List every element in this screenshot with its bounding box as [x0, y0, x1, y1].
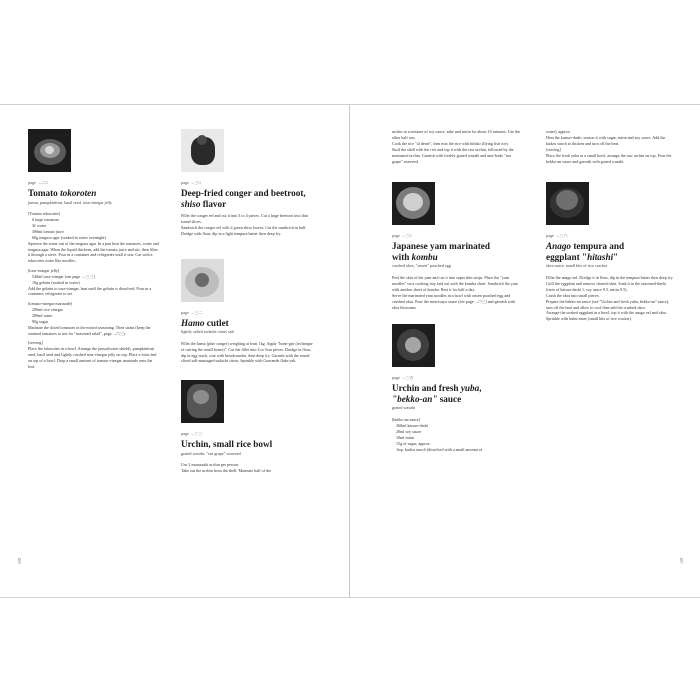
recipe-urchin-rice-bowl: [181, 431, 313, 474]
ingredient: 200ml water: [32, 312, 53, 318]
recipe-title: [181, 318, 313, 329]
title-part: eggplant ": [546, 251, 588, 262]
paragraph: Serve the marinated yam noodles in a bowl with onsen poached egg and crushed okra. Pour the men-tsuyu sauce (see page →□三) and garnish with okra blossoms.: [392, 292, 515, 310]
gutter-line: [349, 105, 350, 597]
recipe-subtitle: okra sauce, small bits of rice cracker: [546, 263, 608, 269]
ingredient: 20ml soy sauce: [396, 428, 422, 434]
recipe-tomato-tokoroten: [28, 180, 160, 370]
recipe-body: [181, 341, 313, 365]
text-line: [tomato-vinegar marinade]: [28, 300, 72, 306]
paragraph: Arrange the soaked eggplant in a bowl, top it with the anago eel and okra. Sprinkle with bubu-arare (small bits of rice cracker).: [546, 310, 667, 322]
paragraph: Fillet the anago eel. Dredge it in flour, dip in the tempura batter then deep fry.: [546, 275, 674, 281]
photo-anago-tempura: [546, 182, 589, 225]
text-line: [Tomato tokoroten]: [28, 211, 60, 217]
title-part: cutlet: [204, 317, 229, 328]
recipe-body: [392, 417, 522, 452]
recipe-hamo-cutlet: [181, 310, 313, 365]
paragraph: Fillet the hamo (pike conger) weighing at least 1kg. Apply "hone-giri (technique of cutting the small bones)". Cut the fillet into 4 to 5cm pieces. Dredge in flour, dip in egg wash, coat with breadcrumbs, then deep fry. Garnish with the round sliced salt-massaged sudachi citrus. Sprinkle with Guerande flake salt.: [181, 340, 313, 364]
paragraph: Place the tokoroten in a bowl. Arrange the junsai(water shield), pumpkinfruit seed, basil seed and lightly crushed tosa-vinegar jelly on top. Place a lotus leaf on top of a bowl. Drop a small amount of tomato-vinegar marinade onto the leaf.: [28, 345, 157, 369]
recipe-subtitle: grated wasabi: [392, 405, 416, 411]
paragraph: Squeeze the water out of the tengusa agar. In a pan heat the tomatoes, water and tengusa agar. When the liquid thickens, add the tomato juice and stir, then filter it through a sieve. Pour in a container and refrigerate until it sets. Cut with a tokoroten cutter like noodles.: [28, 240, 159, 264]
title-part: Urchin, small rice bowl: [181, 439, 273, 450]
paragraph: Heat the katsuo-dashi, season it with sugar, mirin and soy sauce. Add the kudzu starch to thicken and turn off the heat.: [546, 134, 666, 146]
paragraph: Crush the okra into small pieces.: [546, 292, 600, 298]
text-line: [serving]: [546, 146, 561, 152]
book-spread: [0, 104, 700, 598]
paragraph: Cook the rice "al dente", then mix the rice with hibiko (flying fish roe).: [392, 140, 509, 146]
recipe-yam-kombu: [392, 233, 522, 310]
ingredient: 300ml tomato juice: [32, 228, 64, 234]
right-folio: 187: [679, 557, 684, 564]
title-part-italic: shiso: [181, 198, 201, 209]
title-part: Tomato: [28, 188, 61, 198]
ingredient: 10g gelatin (soaked in water): [32, 279, 80, 285]
paragraph: Peel the skin of the yam and cut it into super thin strips. Place the "yam noodles" on a cooking tray laid out with the kombu sheet. Sandwich the yam with another sheet of kombu. Rest it for half a day.: [392, 275, 518, 292]
recipe-body: [181, 462, 313, 474]
title-part-italic: kombu: [411, 251, 438, 262]
title-part: Urchin and fresh: [392, 383, 461, 394]
recipe-subtitle: junsai, pumpkinfruit, basil seed, tosa-vinegar jelly: [28, 199, 112, 205]
paragraph: Add the gelatin to tosa-vinegar, heat until the gelatin is dissolved. Pour in a container, refrigerate to set.: [28, 285, 152, 297]
ingredient: 1tsp. kudzu starch (dissolved with a small amount of: [396, 446, 483, 452]
continued-text: [392, 129, 522, 164]
recipe-subtitle: lightly salted sudachi citrus salt: [181, 329, 234, 335]
recipe-title: [181, 188, 313, 209]
recipe-body: [28, 211, 160, 369]
page-ref: page →三二: [181, 309, 203, 315]
ingredient: 15g of sugar, approx.: [396, 440, 431, 446]
page-ref: page →三六: [546, 233, 568, 239]
page-ref: page →三五: [392, 375, 414, 381]
photo-urchin-yuba: [392, 324, 435, 367]
title-part-italic: Hamo: [181, 317, 205, 328]
paragraph: Take out the urchin from the shell. Marinate half of the: [181, 468, 272, 474]
text-line: [serving]: [28, 340, 43, 345]
photo-hamo-cutlet: [181, 259, 224, 302]
ingredient: 60g tengusa agar (soaked in water overnight): [32, 234, 106, 240]
title-part-italic: tokoroten: [60, 188, 97, 198]
photo-tomato-tokoroten: [28, 129, 71, 172]
column-3: [392, 129, 522, 463]
photo-conger-beetroot: [181, 129, 224, 172]
recipe-anago-tempura: [546, 233, 674, 322]
recipe-urchin-yuba: [392, 375, 522, 452]
ingredient: 360ml katsuo-dashi: [396, 422, 429, 428]
ingredient: 90g sugar: [32, 318, 49, 324]
ingredient: 3ℓ water: [32, 222, 47, 228]
recipe-body: [546, 275, 674, 322]
continued-text: [546, 129, 674, 164]
paragraph: urchin in a mixture of soy sauce, sake and mirin for about 10 minutes. Use the other half raw.: [392, 129, 521, 140]
title-part: sauce: [437, 393, 462, 404]
title-part: ": [613, 251, 619, 262]
recipe-subtitle: crushed okra, "onsen" poached egg: [392, 263, 451, 269]
column-4: [546, 129, 674, 332]
recipe-conger-beetroot: [181, 180, 313, 237]
paragraph: Fillet the conger eel and cut it into 3 to 4 pieces. Cut a large beetroot into thin round slices.: [181, 213, 309, 224]
title-part: tempura and: [571, 241, 625, 252]
ingredient: 540ml tosa-vinegar (see page →三三): [32, 273, 95, 279]
paragraph: water), approx.: [546, 129, 571, 134]
title-part-italic: "bekko-an": [392, 393, 438, 404]
paragraph: Use 2 muraszaki urchin per person.: [181, 462, 239, 468]
recipe-body: [392, 275, 522, 310]
recipe-title: [181, 439, 313, 450]
paragraph: Marinate the sliced tomatoes in the mixed seasoning. Then strain (keep the strained tomatoes to use for "seasoned salad", page →□三).: [28, 324, 151, 336]
left-folio: 186: [17, 557, 22, 564]
title-part: flavor: [200, 198, 227, 209]
ingredient: 200ml rice vinegar: [32, 306, 63, 312]
recipe-body: [181, 213, 313, 237]
title-part: Japanese yam marinated: [392, 241, 490, 252]
recipe-title: [392, 383, 522, 404]
ingredient: 6 large tomatoes: [32, 217, 59, 222]
text-line: [bekko-an sauce]: [392, 417, 421, 423]
paragraph: Prepare the bekko-an sauce (see "Urchin and fresh yuba, bekko-an" sauce), turn off the heat and allow to cool then add the crushed okra.: [546, 298, 670, 310]
paragraph: Sandwich the conger eel with 2 green shiso leaves. Cut the sandwich in half. Dredge with flour, dip in a light tempura batter then deep fry.: [181, 224, 307, 236]
page-ref: page →三□: [392, 233, 412, 239]
recipe-title: [546, 241, 674, 262]
page-ref: page →三□: [181, 180, 201, 185]
title-part-italic: hitashi: [587, 251, 614, 262]
page-ref: page →三三: [181, 431, 203, 437]
recipe-subtitle: grated wasabi, "sea grape" seaweed: [181, 450, 241, 456]
recipe-title: [392, 241, 522, 262]
paragraph: Place the fresh yuba in a small bowl, arrange the raw urchin on top. Pour the bekko-an sauce and garnish with grated wasabi.: [546, 152, 672, 164]
text-line: [tosa-vinegar jelly]: [28, 267, 60, 273]
page-ref: page →ニ□: [28, 180, 48, 185]
title-part: Deep-fried conger and beetroot,: [181, 188, 306, 198]
photo-yam-kombu: [392, 182, 435, 225]
title-part-italic: Anago: [546, 241, 572, 252]
photo-urchin-rice-bowl: [181, 380, 224, 423]
title-part: with: [392, 251, 412, 262]
paragraph: Grill the eggplant and remove charred skin. Soak it in the seasoned-dashi (ratio of katsuo-dashi 1, soy sauce 0.5, mirin 0.5).: [546, 280, 666, 292]
title-part: ,: [479, 383, 482, 394]
column-2: [181, 129, 313, 484]
ingredient: 10ml mirin: [396, 434, 415, 440]
paragraph: Stuff the shell with the rice and top it with the raw urchin, followed by the marinated urchin. Garnish with freshly grated wasabi and umi-budo "sea grape" seaweed.: [392, 146, 514, 164]
title-part-italic: yuba: [460, 383, 480, 394]
recipe-title: [28, 188, 160, 199]
column-1: [28, 129, 160, 380]
